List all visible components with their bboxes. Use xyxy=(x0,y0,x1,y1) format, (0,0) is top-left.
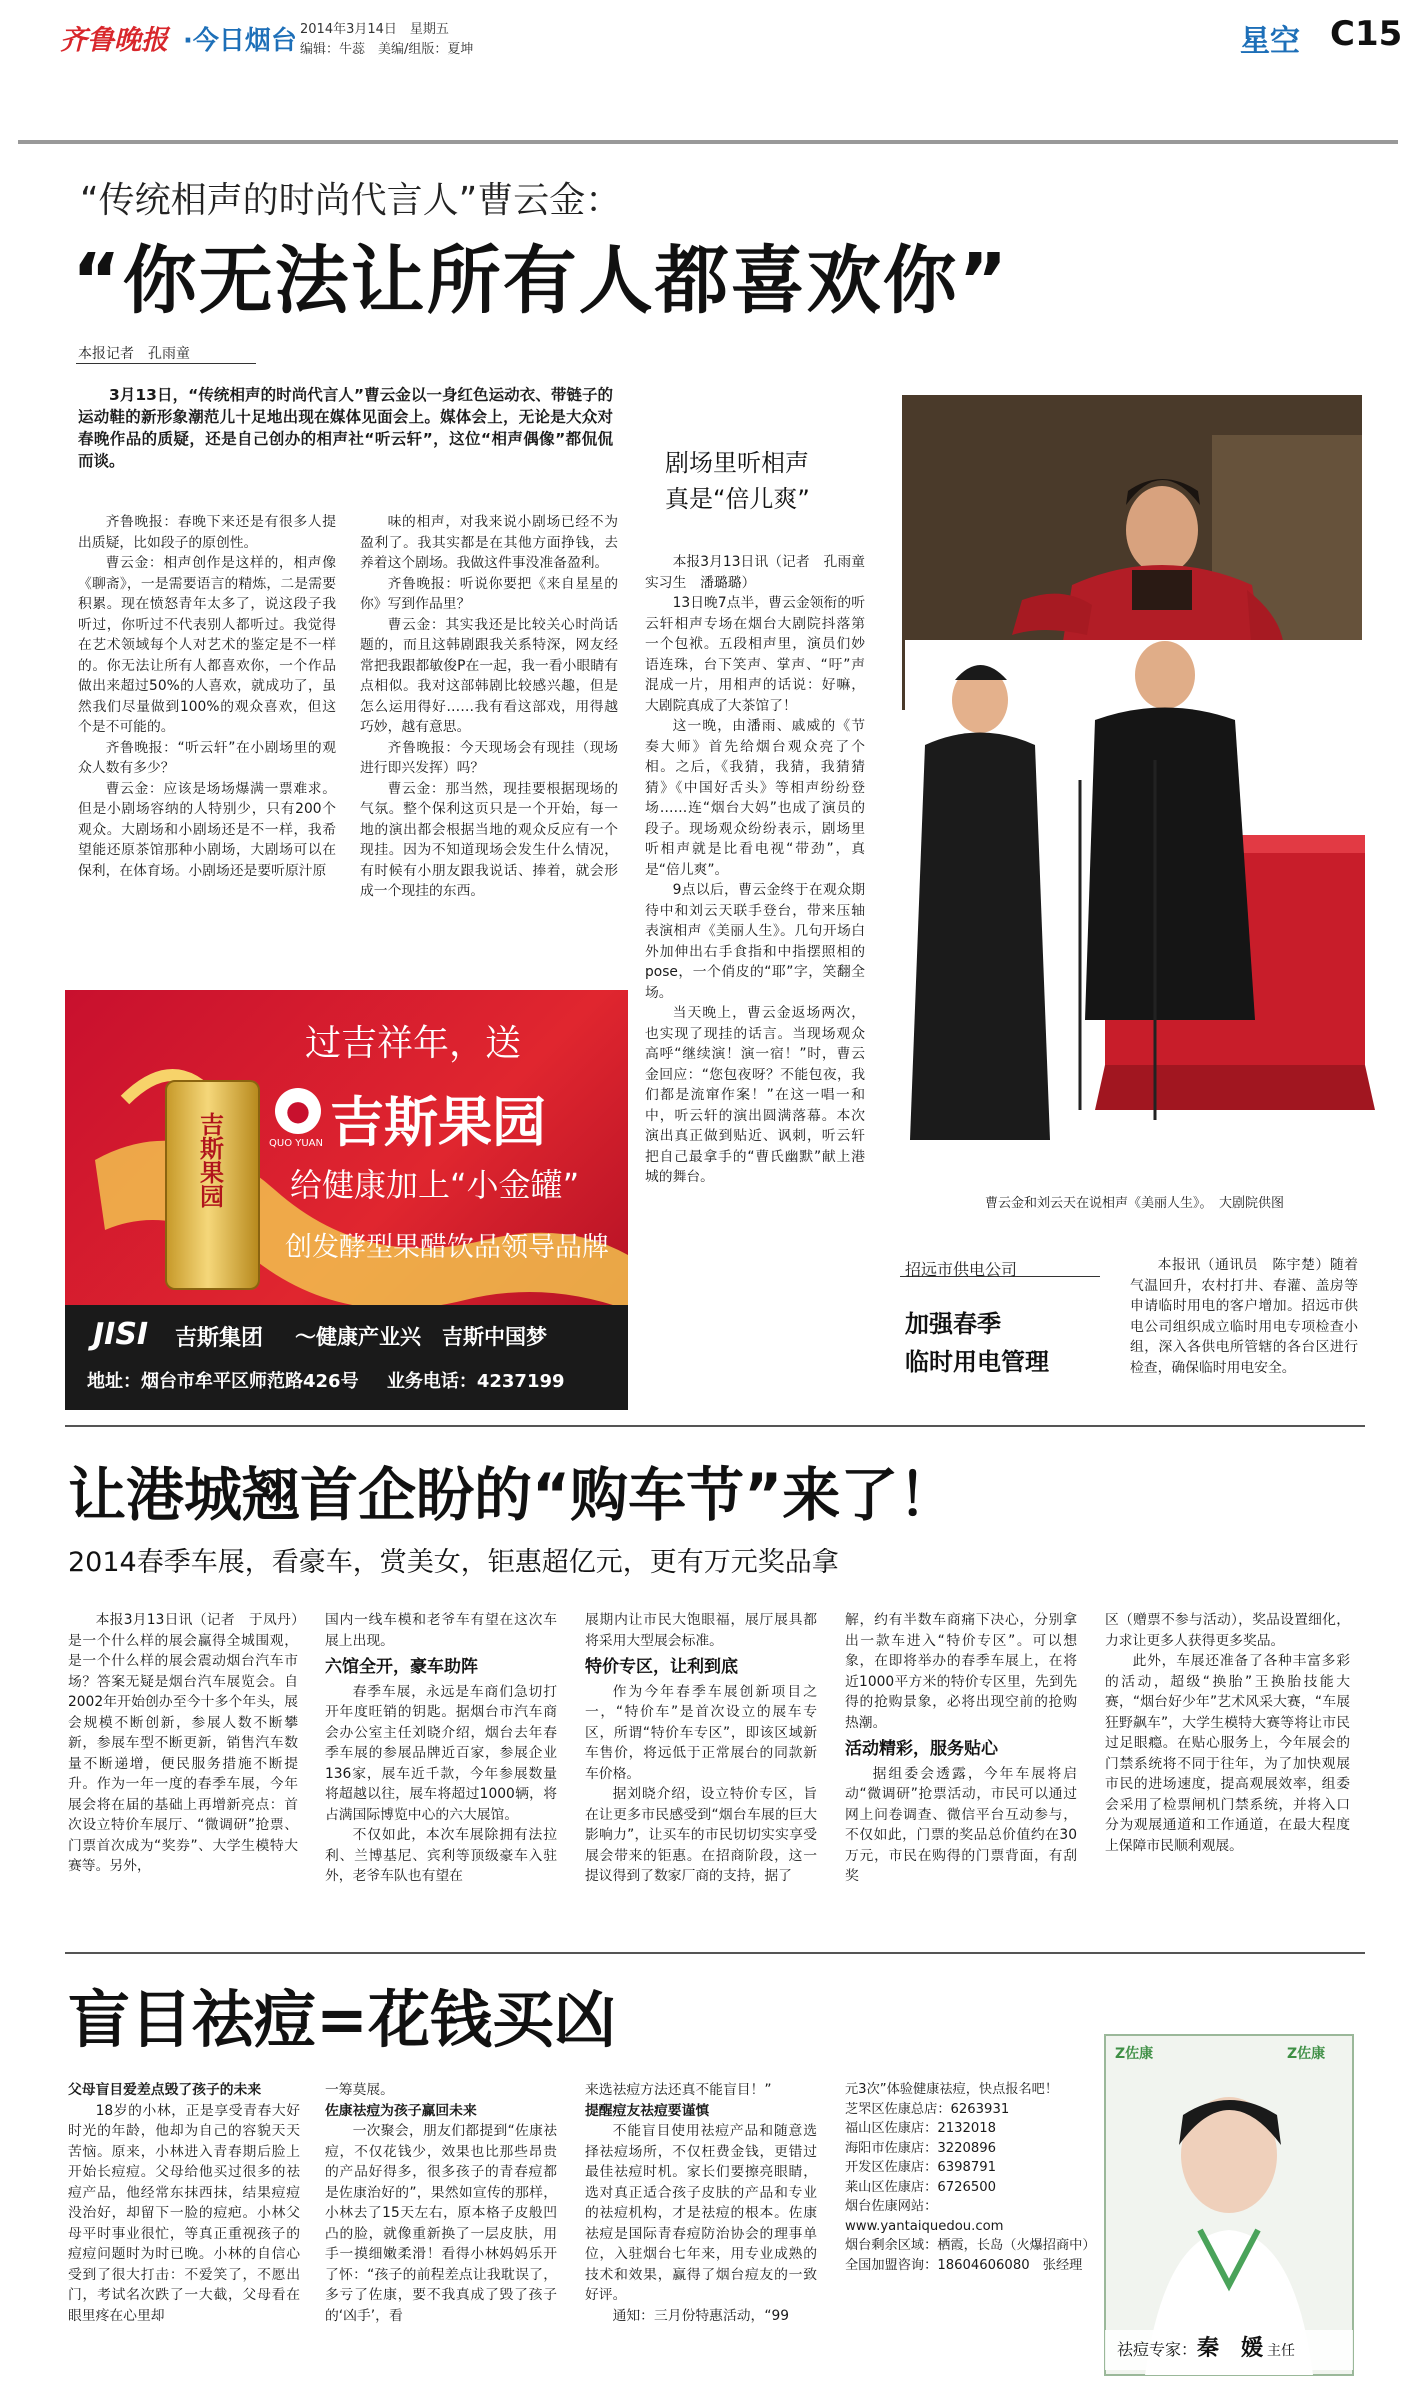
expert-title: 主任 xyxy=(1267,2343,1296,2359)
paragraph: 本报讯（通讯员 陈宇楚）随着气温回升，农村打井、春灌、盖房等申请临时用电的客户增加。招远市供电公司组织成立临时用电专项检查小组，深入各供电所管辖的各台区进行检查，确保临时用电安全。 xyxy=(1130,1257,1358,1376)
acne-subhead: 父母盲目爱差点毁了孩子的未来 xyxy=(68,2082,262,2098)
ad-slogan: ～健康产业兴 吉斯中国梦 xyxy=(295,1325,547,1349)
paragraph: 曹云金：相声创作是这样的，相声像《聊斋》，一是需要语言的精炼，二是需要积累。现在愤怒青年太多了，说这段子我听过，你听过不代表别人都听过。我觉得在艺术领域每个人对艺术的鉴定是不一样的。你无法让所有人都喜欢你，一个作品做出来超过50%的人喜欢，就成功了，虽然我们尽量做到100%的观众喜欢，但这个是不可能的。 xyxy=(78,555,336,735)
paper-name: 齐鲁晚报 xyxy=(60,25,168,56)
carshow-deck: 2014春季车展，看豪车，赏美女，钜惠超亿元，更有万元奖品拿 xyxy=(68,1547,839,1578)
acne-column-3 xyxy=(585,2080,817,2380)
store-tel: 3220896 xyxy=(937,2140,997,2156)
lead-text: 3月13日，“传统相声的时尚代言人”曹云金以一身红色运动衣、带链子的运动鞋的新形象潮范儿十足地出现在媒体见面会上。媒体会上，无论是大众对春晚作品的质疑，还是自己创办的相声社“听云轩”，这位“相声偶像”都侃侃而谈。 xyxy=(78,386,613,470)
paragraph: 展期内让市民大饱眼福，展厅展具都将采用大型展会标准。 xyxy=(585,1612,817,1649)
carshow-headline: 让港城翘首企盼的“购车节”来了！ xyxy=(68,1461,957,1529)
carshow-subhead: 六馆全开，豪车助阵 xyxy=(325,1657,478,1677)
paragraph: 一次聚会，朋友们都提到“佐康祛痘，不仅花钱少，效果也比那些昂贵的产品好得多，很多孩子的青春痘都是佐康治好的”，果然如宣传的那样，小林去了15天左右，原本格子皮般凹凸的脸，就像重新换了一层皮肤，用手一摸细嫩柔滑！看得小林妈妈乐开了怀：“孩子的前程差点让我耽误了，多亏了佐康，要不我真成了毁了孩子的‘凶手’，看 xyxy=(325,2123,557,2324)
store-name: 莱山区佐康店 xyxy=(845,2179,925,2195)
store-name: 芝罘区佐康总店 xyxy=(845,2101,938,2117)
expert-graphic xyxy=(1105,2035,1353,2375)
hotline xyxy=(845,2256,1090,2276)
paragraph: 据刘晓介绍，设立特价专区，旨在让更多市民感受到“烟台车展的巨大影响力”，让买车的市民切切实实享受展会带来的钜惠。在招商阶段，这一提议得到了数家厂商的支持，据了 xyxy=(585,1786,817,1884)
acne-column-4 xyxy=(845,2080,1096,2380)
masthead-editor: 编辑：牛蕊 美编/组版：夏坤 xyxy=(300,42,474,57)
section-rule-1 xyxy=(65,1425,1365,1427)
product-can xyxy=(165,1080,260,1290)
expert-name: 秦 媛 xyxy=(1197,2336,1264,2361)
paragraph: 此外，车展还准备了各种丰富多彩的活动，超级“换胎”王换胎技能大赛，“烟台好少年”艺术风采大赛，“车展狂野飙车”，大学生模特大赛等将让市民过足眼瘾。在贴心服务上，今年展会的门禁系统将不同于往年，为了加快观展市民的进场速度，提高观展效率，组委会采用了检票闸机门禁系统，并将入口分为观展通道和工作通道，在最大程度上保障市民顺利观展。 xyxy=(1105,1653,1350,1854)
masthead xyxy=(0,0,1417,80)
acne-subhead: 佐康祛痘为孩子赢回未来 xyxy=(325,2102,477,2119)
can-label: 吉斯果园 xyxy=(195,1112,224,1208)
paragraph: 据组委会透露，今年车展将启动“微调研”抢票活动，市民可以通过网上问卷调查、微信平台互动参与，不仅如此，门票的奖品总价值约在30万元，市民在购得的门票背面，有刮奖 xyxy=(845,1765,1077,1884)
store-row: 开发区佐康店：6398791 xyxy=(845,2160,997,2175)
store-row: 莱山区佐康店：6726500 xyxy=(845,2179,997,2195)
paragraph: 齐鲁晚报：春晚下来还是有很多人提出质疑，比如段子的原创性。 xyxy=(78,514,336,551)
site-url: www.yantaiquedou.com xyxy=(845,2218,1004,2234)
paragraph: 区（赠票不参与活动），奖品设置细化，力求让更多人获得更多奖品。 xyxy=(1105,1612,1350,1649)
power-article-body xyxy=(1130,1255,1358,1405)
promo-text: 元3次”体验健康祛痘，快点报名吧！ xyxy=(845,2082,1059,2097)
subhead-line-2: 真是“倍儿爽” xyxy=(665,485,810,513)
interview-column-2 xyxy=(360,512,618,982)
store-list xyxy=(845,2100,1090,2198)
paragraph: 这一晚，由潘雨、戚威的《节奏大师》首先给烟台观众亮了个相。之后，《我猜，我猜，我猜猜猜》《中国好舌头》等相声纷纷登场……连“烟台大妈”也成了演员的段子。现场观众纷纷表示，剧场里听相声就是比看电视“带劲”，真是“倍儿爽”。 xyxy=(645,718,865,878)
store-tel: 2132018 xyxy=(937,2121,997,2136)
carshow-column-4 xyxy=(845,1610,1077,1940)
paragraph: 本报3月13日讯（记者 孔雨童 实习生 潘璐璐） xyxy=(645,554,879,591)
paragraph: 不能盲目使用祛痘产品和随意选择祛痘场所，不仅枉费金钱，更错过最佳祛痘时机。家长们要擦亮眼睛，选对真正适合孩子皮肤的产品和专业的祛痘机构，才是祛痘的根本。佐康祛痘是国际青春痘防治协会的理事单位，入驻烟台七年来，用专业成熟的技术和效果，赢得了烟台痘友的一致好评。 xyxy=(585,2123,817,2303)
store-row: 芝罘区佐康总店：6263931 xyxy=(845,2101,1010,2117)
paragraph: 春季车展，永远是车商们急切打开年度旺销的钥匙。据烟台市汽车商会办公室主任刘晓介绍，烟台去年春季车展的参展品牌近百家，参展企业136家，展车近千款，今年参展数量将超越以往，展车将超过1000辆，将占满国际博览中心的六大展馆。 xyxy=(325,1683,557,1823)
paragraph: 曹云金：应该是场场爆满一票难求。但是小剧场容纳的人特别少，只有200个观众。大剧场和小剧场还是不一样，我希望能还原茶馆那种小剧场，大剧场可以在保利，在体育场。小剧场还是要听原汁原 xyxy=(78,780,336,879)
paragraph: 来选祛痘方法还真不能盲目！” xyxy=(585,2082,772,2098)
store-row: 福山区佐康店：2132018 xyxy=(845,2121,997,2136)
group-name: 吉斯集团 xyxy=(175,1326,264,1351)
paragraph: 齐鲁晚报：今天现场会有现挂（现场进行即兴发挥）吗？ xyxy=(360,739,618,776)
quo-yuan-logo: QUO YUAN xyxy=(269,1138,323,1149)
byline: 本报记者 孔雨童 xyxy=(78,346,190,362)
acne-subhead: 提醒痘友祛痘要谨慎 xyxy=(585,2102,710,2119)
masthead-rule xyxy=(18,140,1398,144)
section-name: ·今日烟台 xyxy=(183,26,297,56)
column-name: 星空 xyxy=(1240,24,1300,59)
address-label: 地址： xyxy=(87,1371,141,1392)
article-headline: “你无法让所有人都喜欢你” xyxy=(72,238,1010,324)
sidebar-subhead xyxy=(665,445,810,517)
paragraph: 味的相声，对我来说小剧场已经不为盈利了。我其实都是在其他方面挣钱，去养着这个剧场。我做这件事没准备盈利。 xyxy=(360,514,618,571)
paragraph: 齐鲁晚报：“听云轩”在小剧场里的观众人数有多少？ xyxy=(78,739,336,776)
carshow-subhead: 活动精彩，服务贴心 xyxy=(845,1739,998,1759)
jisi-advertisement xyxy=(65,990,628,1410)
interview-column-1 xyxy=(78,512,336,982)
paragraph: 18岁的小林，正是享受青春大好时光的年龄，他却为自己的容貌天天苦恼。原来，小林进入青春期后脸上开始长痘痘。父母给他买过很多的祛痘产品，他经常东抹西抹，结果痘痘没治好，却留下一脸的痘疤。小林父母平时事业很忙，等真正重视孩子的痘痘问题时为时已晚。小林的自信心受到了很大打击：不爱笑了，不愿出门，考试名次跌了一大截，父母看在眼里疼在心里却 xyxy=(68,2102,300,2324)
hotline-value: 18604606080 张经理 xyxy=(937,2257,1083,2273)
store-tel: 6726500 xyxy=(937,2179,997,2195)
carshow-column-1 xyxy=(68,1610,312,1940)
subhead-line-1: 剧场里听相声 xyxy=(665,449,809,477)
photo-stage-graphic xyxy=(905,640,1375,1170)
carshow-column-3 xyxy=(585,1610,817,1940)
paragraph: 一筹莫展。 xyxy=(325,2082,394,2098)
apple-icon: ● xyxy=(275,1088,321,1134)
photo-stage-performance xyxy=(905,640,1375,1170)
jisi-logo: JISI xyxy=(93,1317,149,1352)
hotline-label: 全国加盟咨询： xyxy=(845,2257,938,2273)
photo-caption: 曹云金和刘云天在说相声《美丽人生》。 大剧院供图 xyxy=(985,1196,1285,1211)
tel-label: 业务电话： xyxy=(386,1371,477,1392)
paragraph: 国内一线车模和老爷车有望在这次车展上出现。 xyxy=(325,1612,557,1649)
masthead-date: 2014年3月14日 星期五 xyxy=(300,22,449,37)
carshow-column-5 xyxy=(1105,1610,1350,1940)
article-kicker: “传统相声的时尚代言人”曹云金： xyxy=(80,180,622,221)
store-tel: 6263931 xyxy=(950,2101,1010,2117)
ad-line-1: 过吉祥年，送 xyxy=(305,1023,522,1064)
zuokang-logo-right: Z佐康 xyxy=(1287,2046,1326,2062)
store-name: 福山区佐康店 xyxy=(845,2121,925,2136)
article-lead xyxy=(78,384,613,472)
paragraph: 解，约有半数车商痛下决心，分别拿出一款车进入“特价专区”。可以想象，在即将举办的春季车展上，在将近1000平方米的特价专区里，先到先得的抢购景象，必将出现空前的抢购热潮。 xyxy=(845,1612,1077,1731)
zuokang-logo-left: Z佐康 xyxy=(1115,2046,1154,2062)
paragraph: 齐鲁晚报：听说你要把《来自星星的你》写到作品里？ xyxy=(360,575,618,612)
paragraph: 作为今年春季车展创新项目之一，“特价车”是首次设立的展车专区，所谓“特价车专区”，即该区域新车售价，将远低于正常展台的同款新车价格。 xyxy=(585,1683,817,1782)
acne-column-2 xyxy=(325,2080,557,2380)
paragraph: 曹云金：那当然，现挂要根据现场的气氛。整个保利这页只是一个开始，每一地的演出都会根据当地的观众反应有一个现挂。因为不知道现场会发生什么情况，有时候有小朋友跟我说话、捧着，就会形成一个现挂的东西。 xyxy=(360,780,618,899)
paragraph: 本报3月13日讯（记者 于凤丹） 是一个什么样的展会赢得全城围观，是一个什么样的展会震动烟台汽车市场？答案无疑是烟台汽车展览会。自2002年开始创办至今十多个年头，展会规模不断创新，参展人数不断攀新，参展车型不断更新，销售汽车数量不断递增，便民服务措施不断提升。作为一年一度的春季车展，今年展会将在届的基础上再增新亮点：首次设立特价车展厅、“微调研”抢票、门票首次成为“奖券”、大学生模特大赛等。另外， xyxy=(68,1612,312,1874)
ad-address xyxy=(87,1367,565,1393)
page-number: C15 xyxy=(1330,14,1403,54)
expert-nameplate xyxy=(1105,2330,1353,2370)
paragraph: 通知：三月份特惠活动，“99 xyxy=(612,2307,790,2324)
theater-report xyxy=(645,552,879,1352)
ad-brand: 吉斯果园 xyxy=(330,1091,546,1154)
ad-line-2: 给健康加上“小金罐” xyxy=(290,1166,580,1204)
paragraph: 9点以后，曹云金终于在观众期待中和刘云天联手登台，带来压轴表演相声《美丽人生》。几句开场白外加伸出右手食指和中指摆照相的pose，一个俏皮的“耶”字，笑翻全场。 xyxy=(645,882,865,1001)
paragraph: 13日晚7点半，曹云金领衔的听云轩相声专场在烟台大剧院抖落第一个包袱。五段相声里，演员们妙语连珠，台下笑声、掌声、“吁”声混成一片，用相声的话说：好嘛，大剧院真成了大茶馆了！ xyxy=(645,595,865,714)
carshow-subhead: 特价专区，让利到底 xyxy=(585,1657,738,1677)
branch-info: 烟台剩余区域：栖霞，长岛（火爆招商中） xyxy=(845,2238,1096,2253)
ad-line-3: 创发酵型果醋饮品领导品牌 xyxy=(285,1232,609,1263)
power-title-line-2: 临时用电管理 xyxy=(905,1348,1049,1376)
store-name: 开发区佐康店 xyxy=(845,2160,925,2175)
ad-footer xyxy=(65,1305,628,1410)
store-row: 海阳市佐康店：3220896 xyxy=(845,2140,997,2156)
power-article-title xyxy=(905,1305,1049,1381)
byline-rule xyxy=(76,363,256,364)
article-tag: 招远市供电公司 xyxy=(905,1260,1018,1279)
section-rule-2 xyxy=(65,1952,1365,1954)
acne-column-1 xyxy=(68,2080,300,2380)
store-name: 海阳市佐康店 xyxy=(845,2140,925,2156)
expert-label: 祛痘专家： xyxy=(1117,2340,1198,2359)
store-tel: 6398791 xyxy=(937,2160,997,2175)
paragraph: 当天晚上，曹云金返场两次，也实现了现挂的话言。当现场观众高呼“继续演！演一宿！”时，曹云金回应：“您包夜呀？不能包夜，我们都是流窜作案！”在这一唱一和中，听云轩的演出圆满落幕。本次演出真正做到贴近、讽刺，听云轩把自己最拿手的“曹氏幽默”献上港城的舞台。 xyxy=(645,1005,865,1185)
tel-value: 4237199 xyxy=(476,1371,565,1392)
paragraph: 曹云金：其实我还是比较关心时尚话题的，而且这韩剧跟我关系特深，网友经常把我跟都敏俊P在一起，我一看小眼睛有点相似。我对这部韩剧比较感兴趣，但是怎么运用得好……我有看这部戏，用得越巧妙，越有意思。 xyxy=(360,616,618,735)
paragraph: 不仅如此，本次车展除拥有法拉利、兰博基尼、宾利等顶级豪车入驻外，老爷车队也有望在 xyxy=(325,1827,557,1884)
address-value: 烟台市牟平区师范路426号 xyxy=(141,1371,359,1392)
acne-headline: 盲目祛痘=花钱买凶 xyxy=(68,1983,616,2056)
site-label: 烟台佐康网站： xyxy=(845,2199,938,2214)
expert-photo xyxy=(1105,2035,1353,2375)
power-title-line-1: 加强春季 xyxy=(905,1310,1001,1338)
carshow-column-2 xyxy=(325,1610,557,1940)
